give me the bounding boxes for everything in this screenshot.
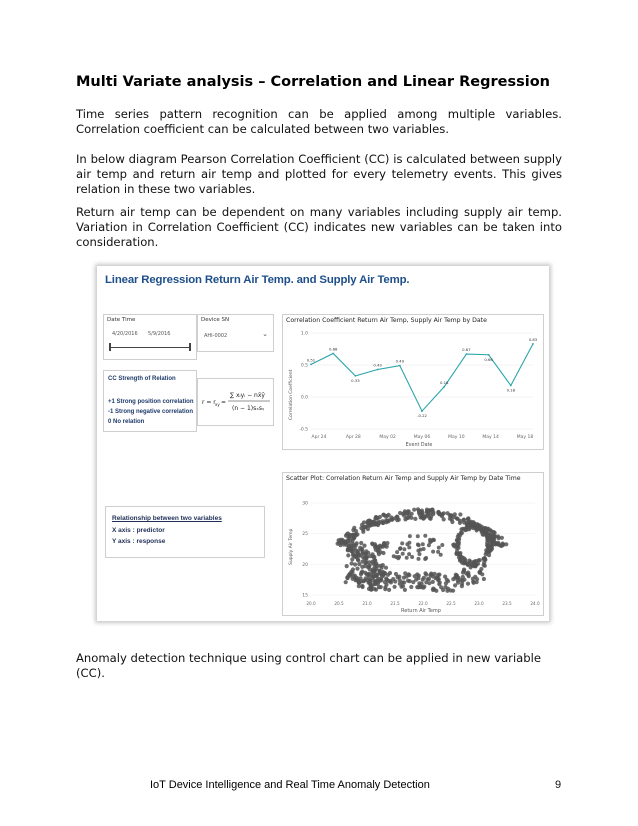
cc-data-label: 0.51 [306, 357, 316, 363]
cc-data-label: 0.18 [506, 387, 516, 393]
scatter-point [485, 543, 489, 547]
scatter-point [373, 558, 377, 562]
scatter-point [454, 575, 458, 579]
scatter-point [378, 564, 382, 568]
scatter-point [486, 549, 490, 553]
scatter-point [460, 584, 464, 588]
scatter-point [434, 576, 438, 580]
scatter-point [469, 523, 473, 527]
cc-data-label: 0.83 [528, 336, 538, 342]
scatter-point [391, 577, 395, 581]
cc-data-point [355, 375, 357, 377]
scatter-point [406, 509, 410, 513]
svg-text:r = r: r = r [202, 399, 216, 406]
cc-legend-row: +1 Strong position correlation [108, 399, 194, 405]
cc-legend-title: CC Strength of Relation [108, 376, 176, 382]
scatter-point [416, 534, 420, 538]
scatter-point [451, 589, 455, 593]
scatter-point [402, 547, 406, 551]
scatter-point [384, 583, 388, 587]
cc-data-point [510, 385, 512, 387]
scatter-point [385, 541, 389, 545]
scatter-point [411, 580, 415, 584]
cc-data-label: 0.66 [484, 356, 493, 362]
scatter-point [371, 542, 375, 546]
scatter-point [405, 516, 409, 520]
scatter-point [387, 513, 391, 517]
scatter-point [466, 561, 470, 565]
scatter-point [344, 580, 348, 584]
scatter-point [412, 508, 416, 512]
scatter-point [361, 551, 365, 555]
scatter-point [448, 517, 452, 521]
scatter-point [421, 542, 425, 546]
scatter-xtick-label: 22.5 [446, 601, 456, 606]
scatter-point [408, 534, 412, 538]
scatter-xlabel: Return Air Temp [401, 608, 441, 614]
date-slicer[interactable] [103, 314, 197, 360]
scatter-point [409, 585, 413, 589]
cc-data-label: 0.67 [462, 347, 471, 353]
scatter-ytick-label: 25 [302, 532, 308, 538]
scatter-point [382, 572, 386, 576]
scatter-point [383, 587, 387, 591]
cc-data-point [421, 410, 423, 412]
cc-data-label: -0.22 [417, 413, 427, 419]
scatter-point [462, 518, 466, 522]
scatter-point [346, 576, 350, 580]
line-ytick-label: 0.5 [300, 363, 308, 369]
scatter-point [423, 571, 427, 575]
scatter-point [398, 547, 402, 551]
scatter-xtick-label: 21.5 [390, 601, 400, 606]
relationship-x: X axis : predictor [112, 527, 165, 534]
scatter-point [365, 572, 369, 576]
scatter-point [496, 542, 500, 546]
scatter-ytick-label: 15 [302, 593, 308, 599]
scatter-point [405, 542, 409, 546]
scatter-point [479, 527, 483, 531]
scatter-point [417, 543, 421, 547]
scatter-point [354, 543, 358, 547]
scatter-point [374, 573, 378, 577]
paragraph-3: Return air temp can be dependent on many variables including supply air temp. Variation in Correlation Coefficient (CC) indicates new variables can be taken into consideration. [76, 205, 562, 250]
scatter-point [359, 572, 363, 576]
svg-text:=: = [221, 399, 227, 406]
scatter-point [407, 552, 411, 556]
scatter-point [483, 531, 487, 535]
cc-data-point [466, 353, 468, 355]
scatter-point [395, 550, 399, 554]
scatter-point [424, 514, 428, 518]
line-chart-title: Correlation Coefficient Return Air Temp, Supply Air Temp by Date [286, 317, 487, 324]
scatter-point [367, 581, 371, 585]
scatter-point [425, 508, 429, 512]
scatter-point [418, 552, 422, 556]
scatter-point [400, 541, 404, 545]
scatter-point [472, 581, 476, 585]
scatter-point [394, 572, 398, 576]
scatter-point [413, 517, 417, 521]
line-xtick-label: May 14 [482, 435, 499, 440]
scatter-point [431, 550, 435, 554]
scatter-point [431, 510, 435, 514]
scatter-point [369, 587, 373, 591]
scatter-point [359, 541, 363, 545]
cc-data-point [532, 343, 534, 345]
line-chart-svg [283, 315, 543, 449]
page-footer: IoT Device Intelligence and Real Time Anomaly Detection [150, 779, 430, 791]
scatter-point [387, 518, 391, 522]
cc-data-label: 0.49 [395, 358, 405, 364]
scatter-point [441, 588, 445, 592]
scatter-point [489, 529, 493, 533]
date-range-handle-right[interactable] [189, 343, 191, 351]
device-slicer-label: Device SN [201, 317, 230, 323]
line-xtick-label: Apr 24 [311, 435, 327, 440]
scatter-point [353, 549, 357, 553]
cc-data-label: 0.33 [351, 377, 360, 383]
scatter-xtick-label: 20.5 [334, 601, 344, 606]
scatter-point [434, 589, 438, 593]
scatter-point [458, 512, 462, 516]
cc-series-line [311, 344, 533, 411]
scatter-point [375, 516, 379, 520]
scatter-point [493, 531, 497, 535]
scatter-point [437, 582, 441, 586]
relationship-box [105, 506, 265, 558]
scatter-xtick-label: 21.0 [362, 601, 372, 606]
scatter-point [461, 575, 465, 579]
scatter-point [456, 581, 460, 585]
chevron-down-icon[interactable]: ⌄ [262, 330, 268, 338]
scatter-point [381, 545, 385, 549]
scatter-point [418, 513, 422, 517]
scatter-point [359, 526, 363, 530]
scatter-point [393, 585, 397, 589]
scatter-point [366, 551, 370, 555]
scatter-point [372, 555, 376, 559]
device-slicer[interactable] [197, 314, 274, 352]
line-ylabel: Correlation Coefficient [289, 369, 294, 420]
scatter-point [407, 572, 411, 576]
scatter-point [483, 564, 487, 568]
scatter-point [406, 579, 410, 583]
scatter-point [381, 513, 385, 517]
scatter-chart-svg [283, 473, 543, 615]
scatter-point [472, 560, 476, 564]
scatter-point [486, 535, 490, 539]
scatter-point [482, 577, 486, 581]
scatter-ytick-label: 30 [302, 501, 308, 507]
scatter-point [361, 585, 365, 589]
line-ytick-label: 1.0 [300, 331, 308, 337]
scatter-point [423, 557, 427, 561]
scatter-point [405, 556, 409, 560]
scatter-point [426, 577, 430, 581]
scatter-point [446, 587, 450, 591]
scatter-point [381, 519, 385, 523]
cc-line-chart [282, 314, 544, 450]
scatter-point [437, 546, 441, 550]
scatter-point [478, 571, 482, 575]
scatter-point [464, 528, 468, 532]
scatter-point [423, 534, 427, 538]
scatter-point [372, 579, 376, 583]
scatter-point [440, 543, 444, 547]
scatter-point [362, 544, 366, 548]
scatter-point [458, 533, 462, 537]
scatter-point [403, 588, 407, 592]
cc-legend [103, 370, 197, 432]
scatter-point [427, 581, 431, 585]
line-ytick-label: 0.0 [300, 395, 308, 401]
date-range-handle-left[interactable] [109, 343, 111, 351]
scatter-point [427, 543, 431, 547]
scatter-point [459, 527, 463, 531]
cc-data-label: 0.43 [373, 362, 382, 368]
scatter-point [355, 567, 359, 571]
scatter-point [347, 573, 351, 577]
scatter-point [475, 527, 479, 531]
scatter-chart-title: Scatter Plot: Correlation Return Air Temp and Supply Air Temp by Date Time [286, 475, 521, 482]
scatter-point [482, 557, 486, 561]
scatter-point [455, 552, 459, 556]
scatter-point [373, 568, 377, 572]
pearson-formula-graphic [198, 379, 273, 425]
scatter-point [429, 539, 433, 543]
dashboard-figure [97, 266, 549, 621]
cc-data-point [310, 363, 312, 365]
scatter-point [436, 550, 440, 554]
scatter-point [416, 507, 420, 511]
scatter-point [460, 579, 464, 583]
scatter-point [353, 577, 357, 581]
scatter-point [365, 555, 369, 559]
date-slicer-label: Date Time [107, 317, 136, 323]
line-xtick-label: May 18 [516, 435, 534, 440]
cc-data-label: 0.68 [328, 346, 338, 352]
paragraph-4: Anomaly detection technique using control chart can be applied in new variable (CC). [76, 651, 541, 681]
scatter-point [367, 564, 371, 568]
scatter-point [341, 540, 345, 544]
scatter-point [381, 551, 385, 555]
scatter-point [470, 564, 474, 568]
scatter-point [374, 548, 378, 552]
scatter-points [336, 507, 509, 593]
scatter-point [466, 517, 470, 521]
paragraph-1: Time series pattern recognition can be applied among multiple variables. Correlation coefficient can be calculated between two variables. [76, 107, 562, 137]
scatter-point [388, 571, 392, 575]
scatter-point [413, 574, 417, 578]
cc-data-point [443, 386, 445, 388]
scatter-point [466, 582, 470, 586]
scatter-point [379, 585, 383, 589]
scatter-point [350, 561, 354, 565]
line-ytick-label: -0.5 [299, 427, 308, 433]
scatter-point [462, 569, 466, 573]
section-heading: Multi Variate analysis – Correlation and Linear Regression [76, 74, 550, 90]
scatter-point [419, 548, 423, 552]
date-to[interactable]: 5/9/2016 [148, 331, 171, 337]
scatter-point [401, 552, 405, 556]
scatter-point [410, 555, 414, 559]
scatter-point [429, 573, 433, 577]
scatter-point [344, 534, 348, 538]
scatter-point [455, 545, 459, 549]
scatter-point [352, 526, 356, 530]
scatter-chart [282, 472, 544, 616]
cc-data-point [332, 353, 334, 355]
scatter-point [373, 522, 377, 526]
svg-text:xy: xy [215, 402, 220, 407]
scatter-point [419, 585, 423, 589]
scatter-point [410, 512, 414, 516]
scatter-point [349, 549, 353, 553]
cc-data-point [488, 354, 490, 356]
line-xtick-label: May 06 [413, 435, 431, 440]
scatter-xtick-label: 22.0 [418, 601, 428, 606]
scatter-xtick-label: 23.5 [502, 601, 512, 606]
svg-text:(n − 1)sₓsᵧ: (n − 1)sₓsᵧ [232, 405, 265, 412]
scatter-point [501, 543, 505, 547]
scatter-ylabel: Supply Air Temp [289, 528, 294, 565]
scatter-point [377, 552, 381, 556]
scatter-xtick-label: 20.0 [306, 601, 316, 606]
scatter-point [351, 567, 355, 571]
date-range-track[interactable] [110, 347, 190, 348]
line-xtick-label: May 02 [379, 435, 396, 440]
scatter-point [440, 514, 444, 518]
relationship-title: Relationship between two variables [112, 515, 222, 522]
scatter-point [400, 580, 404, 584]
scatter-point [352, 533, 356, 537]
scatter-point [458, 519, 462, 523]
scatter-point [379, 578, 383, 582]
scatter-point [397, 575, 401, 579]
scatter-xtick-label: 23.0 [474, 601, 484, 606]
scatter-point [417, 557, 421, 561]
cc-legend-row: 0 No relation [108, 419, 145, 425]
figure-title: Linear Regression Return Air Temp. and Supply Air Temp. [105, 274, 410, 286]
cc-data-point [377, 369, 379, 371]
line-xtick-label: Apr 28 [345, 435, 361, 440]
scatter-point [337, 541, 341, 545]
scatter-point [473, 575, 477, 579]
cc-data-point [399, 365, 401, 367]
scatter-point [374, 588, 378, 592]
relationship-y: Y axis : response [112, 538, 166, 545]
scatter-xtick-label: 24.0 [530, 601, 540, 606]
pearson-formula [197, 378, 274, 426]
scatter-point [364, 576, 368, 580]
date-from[interactable]: 4/20/2016 [112, 331, 138, 337]
scatter-ytick-label: 20 [302, 562, 308, 568]
page-number: 9 [555, 779, 562, 791]
scatter-point [462, 560, 466, 564]
scatter-point [367, 524, 371, 528]
scatter-point [493, 534, 497, 538]
svg-text:∑ xᵢyᵢ − nx̄ȳ: ∑ xᵢyᵢ − nx̄ȳ [230, 392, 265, 399]
scatter-point [354, 555, 358, 559]
scatter-point [445, 578, 449, 582]
scatter-point [484, 552, 488, 556]
paragraph-2: In below diagram Pearson Correlation Coefficient (CC) is calculated between supply air temp and return air temp and plotted for every telemetry events. This gives relation in these two variables. [76, 152, 562, 197]
scatter-point [397, 555, 401, 559]
scatter-point [437, 573, 441, 577]
device-value[interactable]: AHI-0002 [204, 333, 228, 339]
scatter-point [365, 520, 369, 524]
cc-data-label: 0.16 [439, 379, 449, 385]
line-xlabel: Event Date [405, 443, 433, 448]
scatter-point [345, 564, 349, 568]
scatter-point [346, 553, 350, 557]
scatter-point [395, 515, 399, 519]
line-xtick-label: May 10 [448, 435, 465, 440]
scatter-point [387, 588, 391, 592]
scatter-point [401, 584, 405, 588]
cc-legend-row: -1 Strong negative correlation [108, 409, 194, 415]
